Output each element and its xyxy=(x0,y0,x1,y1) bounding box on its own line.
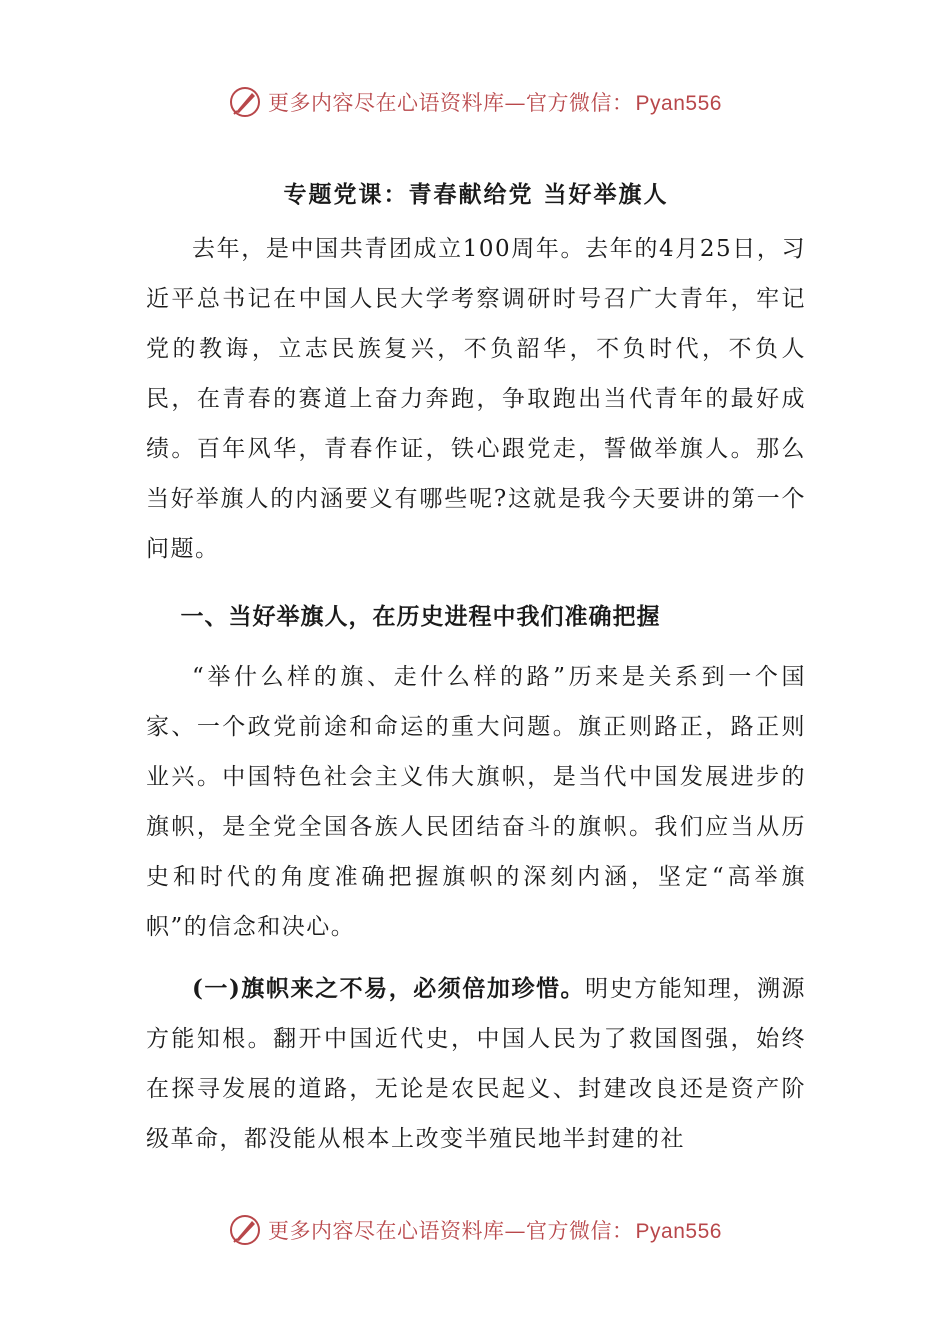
subsection-paragraph xyxy=(146,964,806,1164)
subsection-lead: (一)旗帜来之不易，必须倍加珍惜。 xyxy=(192,975,586,1002)
watermark-text: 更多内容尽在心语资料库—官方微信：Pyan556 xyxy=(268,1219,722,1243)
intro-paragraph: 去年，是中国共青团成立100周年。去年的4月25日，习近平总书记在中国人民大学考察调研时号召广大青年，牢记党的教诲，立志民族复兴，不负韶华，不负时代，不负人民，在青春的赛道上奋力奔跑，争取跑出当代青年的最好成绩。百年风华，青春作证，铁心跟党走，誓做举旗人。那么当好举旗人的内涵要义有哪些呢?这就是我今天要讲的第一个问题。 xyxy=(146,236,806,562)
wechat-id: Pyan556 xyxy=(635,92,722,115)
header-watermark xyxy=(0,82,950,122)
page-title: 专题党课：青春献给党 当好举旗人 xyxy=(283,181,669,208)
document-body xyxy=(146,170,806,1164)
footer-watermark xyxy=(0,1210,950,1250)
quill-pen-icon xyxy=(228,1213,262,1247)
section-paragraph: “举什么样的旗、走什么样的路”历来是关系到一个国家、一个政党前途和命运的重大问题。旗正则路正，路正则业兴。中国特色社会主义伟大旗帜，是当代中国发展进步的旗帜，是全党全国各族人民团结奋斗的旗帜。我们应当从历史和时代的角度准确把握旗帜的深刻内涵，坚定“高举旗帜”的信念和决心。 xyxy=(146,664,806,940)
subsection-text: 明史方能知理，溯源方能知根。翻开中国近代史，中国人民为了救国图强，始终在探寻发展的道路，无论是农民起义、封建改良还是资产阶级革命，都没能从根本上改变半殖民地半封建的社 xyxy=(146,976,807,1152)
quill-pen-icon xyxy=(228,85,262,119)
wechat-id: Pyan556 xyxy=(635,1220,722,1243)
watermark-text: 更多内容尽在心语资料库—官方微信：Pyan556 xyxy=(268,91,722,115)
section-heading: 一、当好举旗人，在历史进程中我们准确把握 xyxy=(180,603,661,630)
